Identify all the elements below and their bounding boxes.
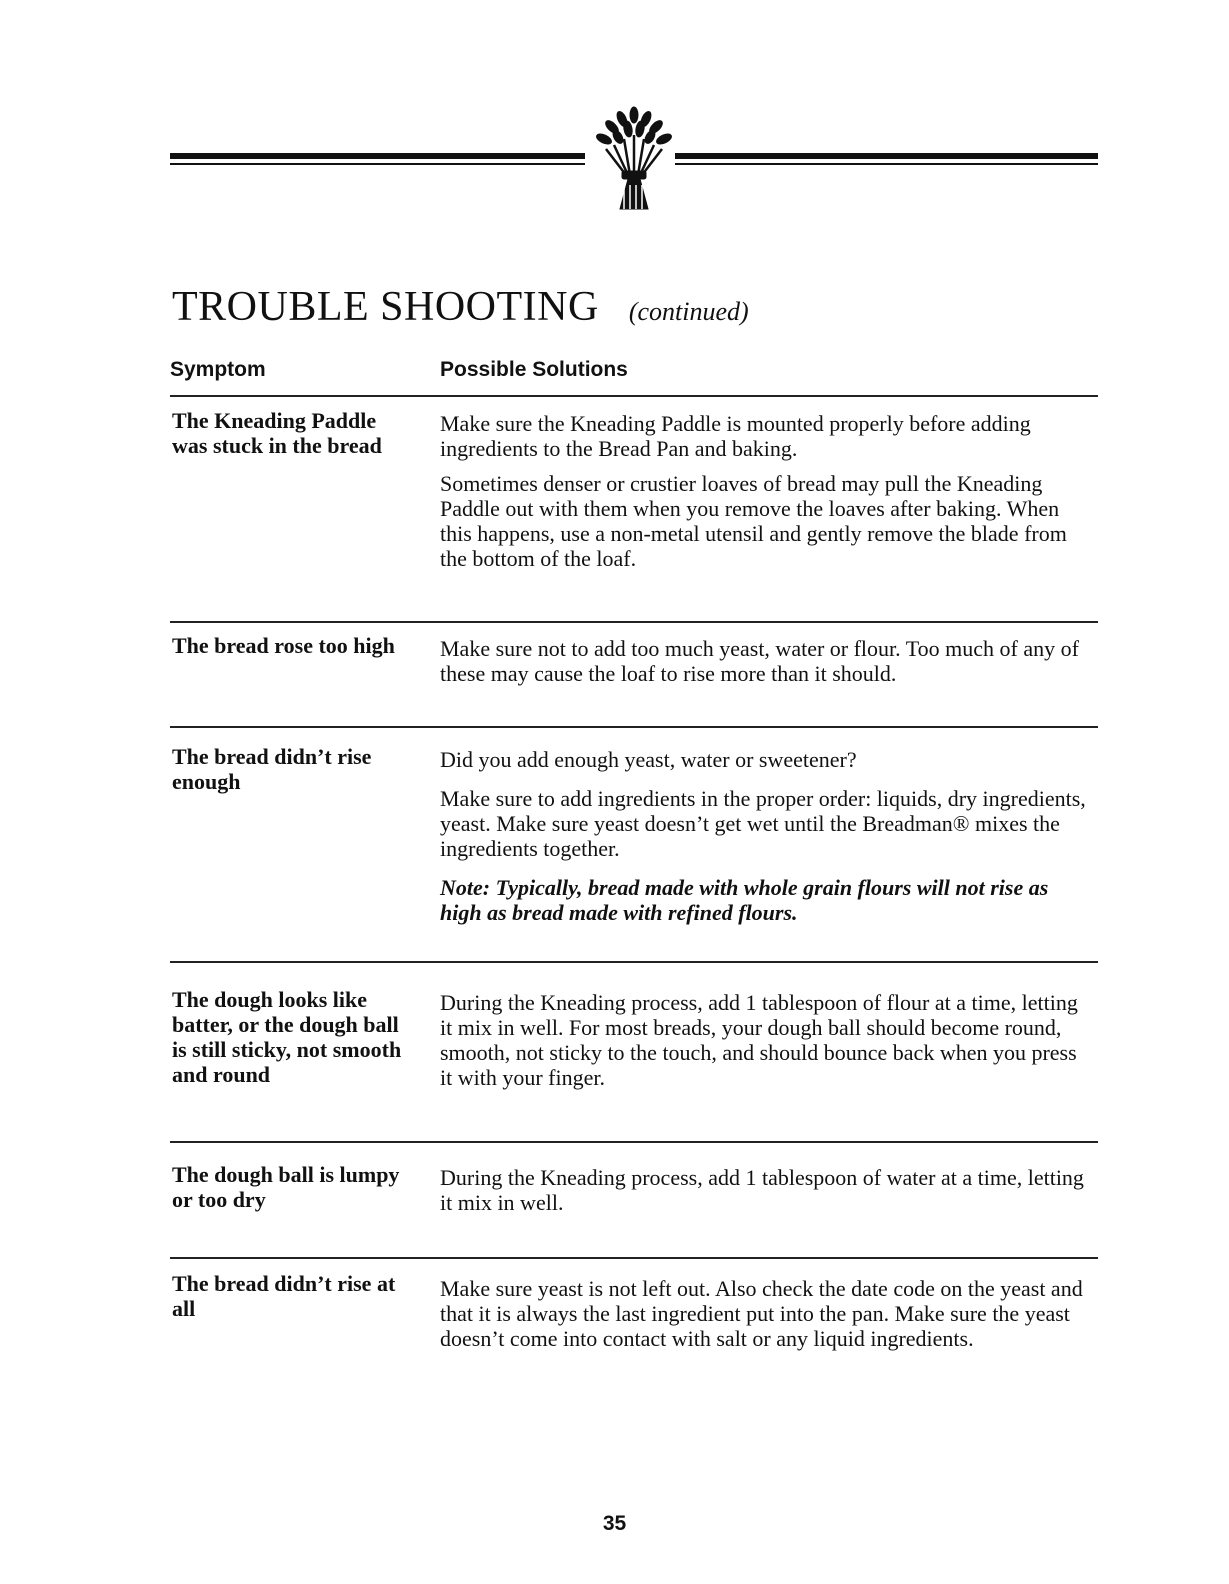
solution-paragraph: Sometimes denser or crustier loaves of bread may pull the Kneading Paddle out with them when you remove the loaves after baking. When this happens, use a non-metal utensil and gently remove the blade from the bottom of the loaf. — [440, 471, 1067, 571]
solution-cell — [440, 411, 1090, 581]
page-title — [172, 283, 749, 331]
header-rule-left — [170, 153, 585, 159]
column-header-solutions: Possible Solutions — [440, 358, 628, 381]
header-rule-left-thin — [170, 163, 585, 165]
header-rule-right-thin — [675, 163, 1098, 165]
page-title-text: TROUBLE SHOOTING — [172, 284, 599, 330]
solution-paragraph: During the Kneading process, add 1 tablespoon of water at a time, letting it mix in well. — [440, 1165, 1084, 1215]
header-rule-right — [675, 153, 1098, 159]
wheat-sheaf-icon — [584, 105, 684, 215]
solution-cell — [440, 1276, 1090, 1361]
divider — [170, 621, 1098, 623]
symptom-cell: The dough looks like batter, or the dough ball is still sticky, not smooth and round — [172, 987, 402, 1087]
divider — [170, 395, 1098, 397]
page-title-continued: (continued) — [628, 297, 749, 326]
solution-paragraph: During the Kneading process, add 1 tablespoon of flour at a time, letting it mix in well. For most breads, your dough ball should become round, smooth, not sticky to the touch, and should bounce back when you press it with your finger. — [440, 990, 1078, 1090]
divider — [170, 726, 1098, 728]
solution-cell — [440, 747, 1090, 935]
solution-cell — [440, 636, 1090, 696]
solution-paragraph: Did you add enough yeast, water or sweetener? — [440, 747, 857, 772]
symptom-cell: The dough ball is lumpy or too dry — [172, 1162, 400, 1212]
symptom-cell: The Kneading Paddle was stuck in the bread — [172, 408, 382, 458]
solution-cell — [440, 1165, 1090, 1225]
page-number: 35 — [602, 1512, 627, 1535]
solution-note: Note: Typically, bread made with whole grain flours will not rise as high as bread made with refined flours. — [440, 875, 1049, 925]
symptom-cell: The bread didn’t rise at all — [172, 1271, 396, 1321]
symptom-cell: The bread rose too high — [172, 633, 395, 658]
solution-paragraph: Make sure not to add too much yeast, water or flour. Too much of any of these may cause the loaf to rise more than it should. — [440, 636, 1079, 686]
divider — [170, 1141, 1098, 1143]
column-header-symptom: Symptom — [170, 358, 266, 381]
solution-paragraph: Make sure yeast is not left out. Also check the date code on the yeast and that it is always the last ingredient put into the pan. Make sure the yeast doesn’t come into contact with salt or any liquid ingredients. — [440, 1276, 1083, 1351]
solution-paragraph: Make sure to add ingredients in the proper order: liquids, dry ingredients, yeast. Make sure yeast doesn’t get wet until the Breadman® mixes the ingredients together. — [440, 786, 1086, 861]
divider — [170, 1257, 1098, 1259]
symptom-cell: The bread didn’t rise enough — [172, 744, 372, 794]
header-ornament — [170, 105, 1098, 215]
solution-paragraph: Make sure the Kneading Paddle is mounted properly before adding ingredients to the Bread Pan and baking. — [440, 411, 1031, 461]
divider — [170, 961, 1098, 963]
solution-cell — [440, 990, 1090, 1100]
